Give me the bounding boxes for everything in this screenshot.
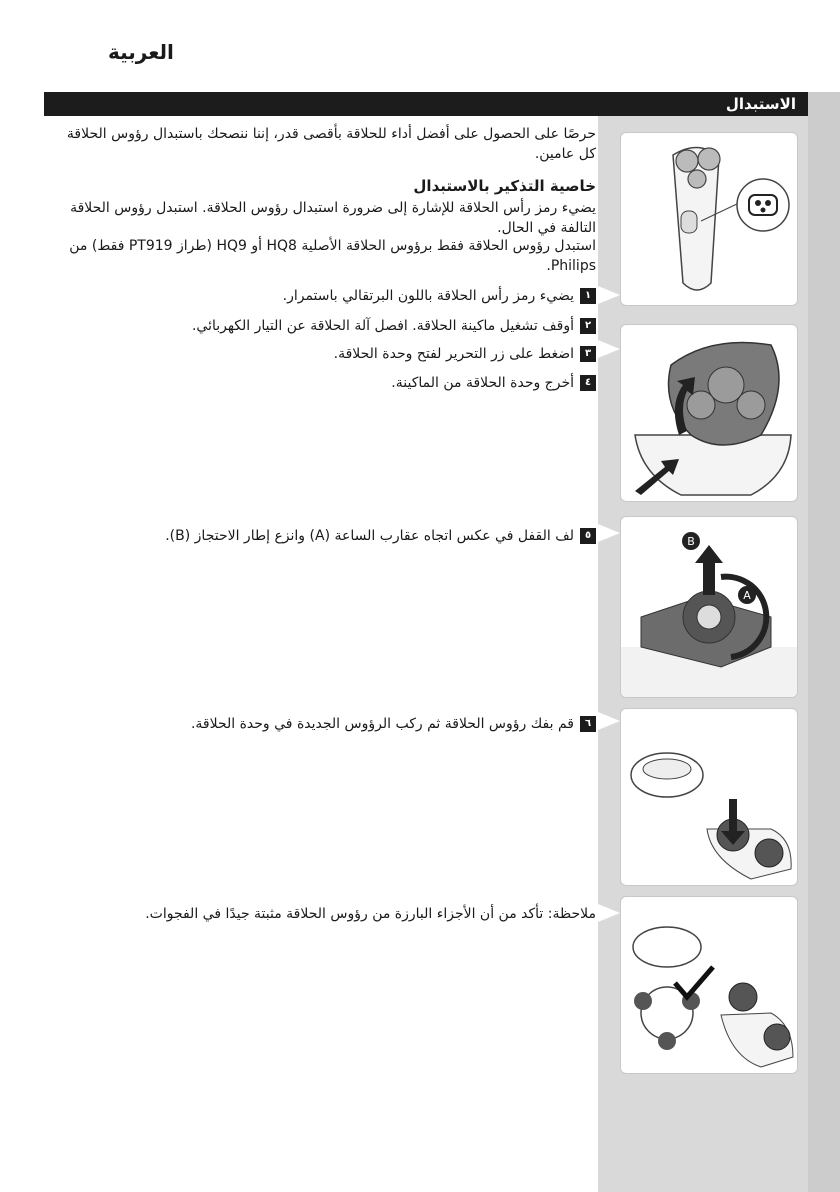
step-number: ٤ <box>580 375 596 391</box>
note-text: ملاحظة: تأكد من أن الأجزاء البارزة من رؤوس الحلاقة مثبتة جيدًا في الفجوات. <box>145 906 596 922</box>
step-1 <box>283 288 596 304</box>
retaining-frame-illustration <box>620 516 798 698</box>
step-5 <box>165 528 596 544</box>
step-text: أخرج وحدة الحلاقة من الماكينة. <box>391 375 574 391</box>
step-number: ٦ <box>580 716 596 732</box>
page-edge-tab <box>808 92 840 1192</box>
language-title: العربية <box>108 40 174 64</box>
heads-check-illustration <box>620 896 798 1074</box>
step-2 <box>192 318 596 334</box>
step-number: ٣ <box>580 346 596 362</box>
up-arrow-icon <box>695 545 723 595</box>
step-text: يضيء رمز رأس الحلاقة باللون البرتقالي باستمرار. <box>282 288 574 304</box>
open-shaving-unit-illustration <box>620 324 798 502</box>
shaver-symbol-illustration <box>620 132 798 306</box>
figure-pointer <box>598 712 620 730</box>
figure-pointer <box>598 524 620 542</box>
step-number: ١ <box>580 288 596 304</box>
reminder-text: يضيء رمز رأس الحلاقة للإشارة إلى ضرورة استبدال رؤوس الحلاقة. استبدل رؤوس الحلاقة التالفة في الحال. <box>70 200 596 236</box>
label-b: B <box>687 535 695 548</box>
step-text: لف القفل في عكس اتجاه عقارب الساعة (A) وانزع إطار الاحتجاز (B). <box>165 528 574 544</box>
step-number: ٥ <box>580 528 596 544</box>
label-a: A <box>743 589 751 602</box>
step-3 <box>334 346 596 362</box>
section-title: الاستبدال <box>44 92 808 116</box>
replace-heads-illustration <box>620 708 798 886</box>
reminder-heading: خاصية التذكير بالاستبدال <box>413 177 596 195</box>
shaving-head-symbol-icon <box>749 195 777 215</box>
replacement-text: استبدل رؤوس الحلاقة فقط برؤوس الحلاقة الأصلية HQ8 أو HQ9 (طراز PT919 فقط) من Philips. <box>69 238 596 274</box>
figure-pointer <box>598 286 620 304</box>
intro-paragraph: حرصًا على الحصول على أفضل أداء للحلاقة بأقصى قدر، إننا ننصحك باستبدال رؤوس الحلاقة كل عامين. <box>66 126 596 162</box>
step-number: ٢ <box>580 318 596 334</box>
step-text: أوقف تشغيل ماكينة الحلاقة. افصل آلة الحلاقة عن التيار الكهربائي. <box>191 318 574 334</box>
figure-pointer <box>598 904 620 922</box>
figure-pointer <box>598 340 620 358</box>
step-6 <box>191 716 596 732</box>
step-text: اضغط على زر التحرير لفتح وحدة الحلاقة. <box>333 346 574 362</box>
step-4 <box>391 375 596 391</box>
step-text: قم بفك رؤوس الحلاقة ثم ركب الرؤوس الجديدة في وحدة الحلاقة. <box>190 716 574 732</box>
checkmark-icon <box>675 967 713 997</box>
